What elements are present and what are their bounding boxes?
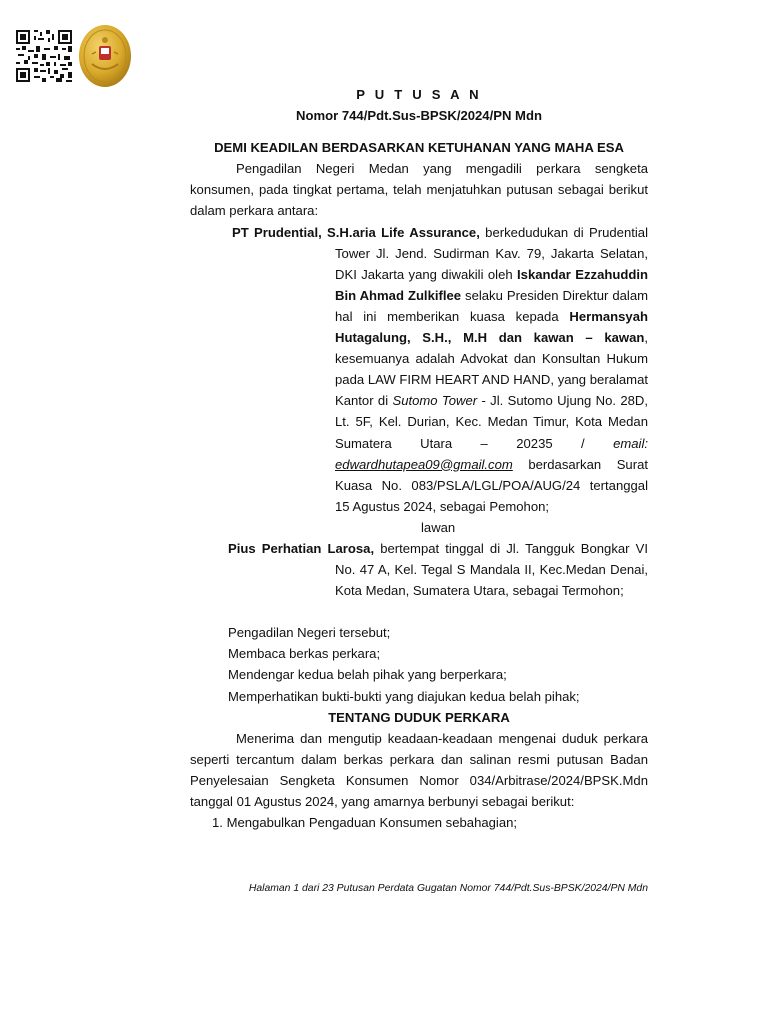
- respondent-name: Pius Perhatian Larosa,: [228, 540, 375, 556]
- page-footer: Halaman 1 dari 23 Putusan Perdata Gugatan Nomor 744/Pdt.Sus-BPSK/2024/PN Mdn: [248, 883, 648, 894]
- consideration-line: Membaca berkas perkara;: [228, 646, 381, 662]
- section-heading: TENTANG DUDUK PERKARA: [328, 709, 510, 725]
- applicant-counsel: Hermansyah Hutagalung, S.H., M.H dan kawan – kawan: [335, 308, 648, 346]
- case-number: Nomor 744/Pdt.Sus-BPSK/2024/PN Mdn: [296, 108, 542, 124]
- consideration-line: Mendengar kedua belah pihak yang berperkara;: [228, 667, 507, 683]
- court-seal-icon: [78, 24, 132, 88]
- email-link[interactable]: edwardhutapea09@gmail.com: [335, 456, 513, 472]
- section-paragraph: Menerima dan mengutip keadaan-keadaan mengenai duduk perkara seperti tercantum dalam berkas perkara dan salinan resmi putusan Badan Penyelesaian Sengketa Konsumen Nomor 034/Arbitrase/2024/BPSK.Mdn tanggal 01 Agustus 2024, yang amarnya berbunyi sebagai berikut:: [190, 730, 648, 809]
- item-text: Mengabulkan Pengaduan Konsumen sebahagian;: [226, 815, 518, 831]
- consideration-line: Pengadilan Negeri tersebut;: [228, 625, 391, 641]
- item-number: 1.: [212, 815, 223, 831]
- invocation-heading: DEMI KEADILAN BERDASARKAN KETUHANAN YANG MAHA ESA: [214, 140, 624, 156]
- intro-paragraph: Pengadilan Negeri Medan yang mengadili perkara sengketa konsumen, pada tingkat pertama, telah menjatuhkan putusan sebagai berikut dalam perkara antara:: [190, 161, 648, 219]
- applicant-name: PT Prudential, S.H.aria Life Assurance,: [232, 224, 480, 240]
- numbered-item: [212, 812, 648, 833]
- party-respondent: Pius Perhatian Larosa, bertempat tinggal di Jl. Tangguk Bongkar VI No. 47 A, Kel. Tegal S Mandala II, Kec.Medan Denai, Kota Medan, Sumatera Utara, sebagai Termohon;: [228, 540, 648, 599]
- versus-label: lawan: [421, 519, 456, 535]
- consideration-line: Memperhatikan bukti-bukti yang diajukan kedua belah pihak;: [228, 688, 580, 704]
- document-body: [190, 84, 648, 833]
- office-name: Sutomo Tower: [392, 393, 478, 409]
- qr-code-icon: [16, 30, 72, 82]
- party-applicant: PT Prudential, S.H.aria Life Assurance, berkedudukan di Prudential Tower Jl. Jend. Sudirman Kav. 79, Jakarta Selatan, DKI Jakarta yang diwakili oleh Iskandar Ezzahuddin Bin Ahmad Zulkiflee selaku Presiden Direktur dalam hal ini memberikan kuasa kepada Hermansyah Hutagalung, S.H., M.H dan kawan – kawan, kesemuanya adalah Advokat dan Konsultan Hukum pada LAW FIRM HEART AND HAND, yang beralamat Kantor di Sutomo Tower - Jl. Sutomo Ujung No. 28D, Lt. 5F, Kel. Durian, Kec. Medan Timur, Kota Medan Sumatera Utara – 20235 / email: edwardhutapea09@gmail.com berdasarkan Surat Kuasa No. 083/PSLA/LGL/POA/AUG/24 tertanggal 15 Agustus 2024, sebagai Pemohon;: [232, 224, 649, 514]
- document-title: P U T U S A N: [356, 87, 482, 102]
- applicant-representative: Iskandar Ezzahuddin Bin Ahmad Zulkiflee: [335, 266, 649, 303]
